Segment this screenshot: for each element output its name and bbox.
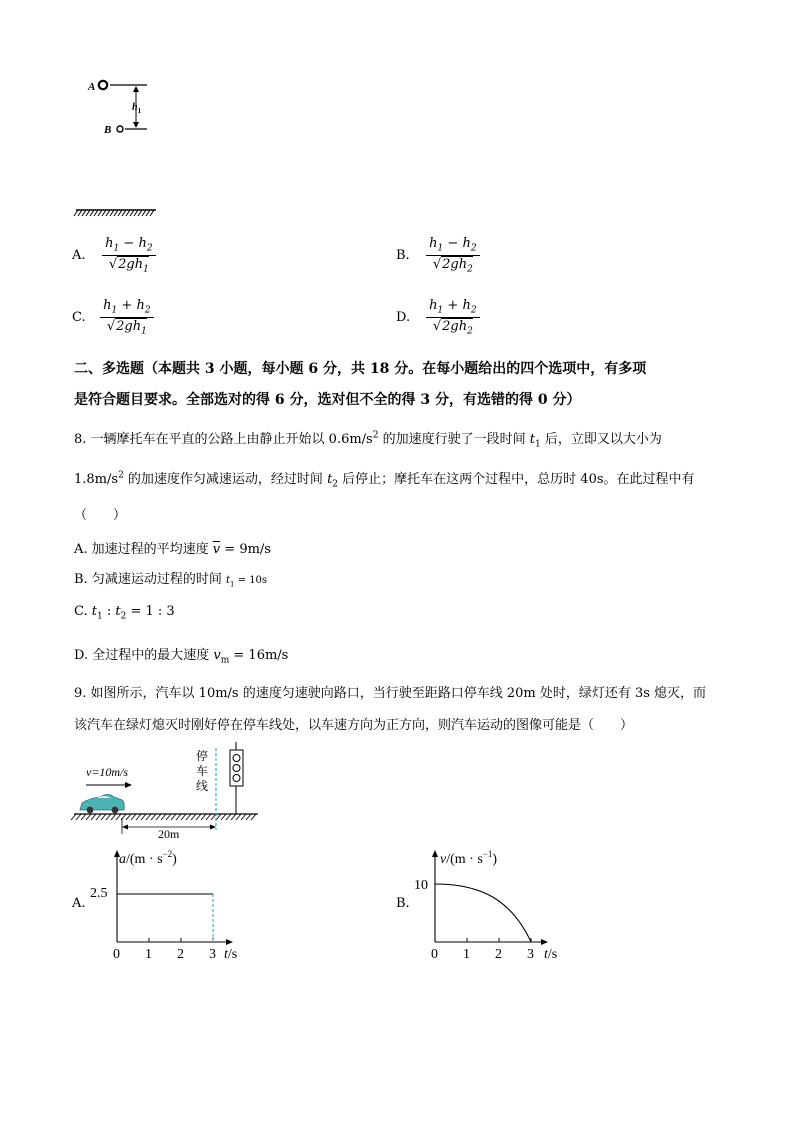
road-hatch-line — [221, 814, 226, 820]
road-hatch-line — [191, 814, 196, 820]
road-hatch-line — [136, 814, 141, 820]
hatch-line — [138, 210, 142, 216]
car-icon — [80, 795, 124, 814]
option-letter: C. — [72, 309, 86, 325]
road-hatch-line — [111, 814, 116, 820]
section2-heading-line2: 是符合题目要求。全部选对的得 6 分，选对但不全的得 3 分，有选错的得 0 分） — [74, 392, 581, 408]
stop-line-char-1: 停 — [196, 749, 209, 763]
road-hatch-line — [161, 814, 166, 820]
road-hatch-line — [81, 814, 86, 820]
road-hatch-line — [126, 814, 131, 820]
graph-a-x-arrow — [226, 939, 233, 945]
point-a-label: A — [88, 81, 96, 93]
velocity-label: v=10m/s — [86, 765, 129, 779]
q8-option-b[interactable]: B. 匀减速运动过程的时间 $t_1 = 10s$ — [74, 572, 268, 589]
hatch-line — [114, 210, 118, 216]
ground-hatch — [74, 210, 156, 216]
graph-a — [84, 840, 274, 970]
hatch-line — [98, 210, 102, 216]
graph-a-xlabel: t/s — [224, 947, 238, 962]
road-hatch-line — [86, 814, 91, 820]
q7-option-c[interactable] — [72, 298, 154, 336]
road-hatch-line — [116, 814, 121, 820]
road-hatch-line — [201, 814, 206, 820]
road-hatch-line — [76, 814, 81, 820]
graph-a-y-value: 2.5 — [90, 886, 108, 901]
hatch-line — [78, 210, 82, 216]
road-hatch-line — [211, 814, 216, 820]
graph-b-xtick-label: 3 — [527, 947, 534, 962]
point-b-label: B — [104, 124, 112, 136]
road-hatch-line — [166, 814, 171, 820]
stop-line-char-2: 车 — [196, 764, 209, 778]
hatch-line — [90, 210, 94, 216]
road-hatch-line — [151, 814, 156, 820]
hatch-line — [122, 210, 126, 216]
q9-stem-line2: 该汽车在绿灯熄灭时刚好停在停车线处，以车速方向为正方向，则汽车运动的图像可能是（ ） — [74, 718, 634, 733]
road-hatch-line — [206, 814, 211, 820]
road-hatch-line — [146, 814, 151, 820]
q8-stem-line2: $1.8m/s^2$ 的加速度作匀减速运动，经过时间 $t_2$ 后停止；摩托车在这两个过程中，总历时 40s。在此过程中有 — [74, 470, 695, 490]
option-letter: D. — [396, 309, 411, 325]
road-hatch-line — [131, 814, 136, 820]
road-hatch-line — [91, 814, 96, 820]
road-hatch-line — [241, 814, 246, 820]
road-hatch-line — [71, 814, 76, 820]
velocity-arrow — [86, 782, 132, 788]
point-a-marker — [99, 81, 147, 89]
q8-option-d[interactable]: D. 全过程中的最大速度 $v_m = 16m/s$ — [74, 648, 289, 666]
hatch-line — [86, 210, 90, 216]
height-label: $h_1$ — [132, 102, 142, 115]
graph-b-xtick-label: 1 — [463, 947, 470, 962]
road-hatch-line — [101, 814, 106, 820]
road-hatch-line — [106, 814, 111, 820]
graph-b — [404, 840, 594, 970]
option-letter: B. — [396, 247, 410, 263]
hatch-line — [134, 210, 138, 216]
v-bar: $\overline{v}$ — [212, 542, 221, 557]
graph-a-xtick-label: 3 — [209, 947, 216, 962]
q7-option-b[interactable] — [396, 236, 480, 274]
option-letter: A. — [72, 247, 86, 263]
q9-scene-figure — [70, 740, 270, 840]
graph-b-y-value: 10 — [414, 878, 428, 893]
hatch-line — [146, 210, 150, 216]
road-hatch-line — [176, 814, 181, 820]
graph-a-xtick-label: 2 — [177, 947, 184, 962]
traffic-light-icon — [230, 742, 243, 814]
road-hatch-line — [251, 814, 256, 820]
q7-option-a[interactable] — [72, 236, 156, 274]
q8-answer-blank: （ ） — [74, 508, 127, 523]
distance-label: 20m — [158, 827, 180, 840]
graph-b-series-curve — [435, 884, 531, 942]
fraction: $\frac{h_1 - h_2}{√2gh_1}$ — [102, 236, 155, 274]
graph-b-xlabel: t/s — [544, 947, 558, 962]
road-hatch-line — [96, 814, 101, 820]
q7-option-d[interactable] — [396, 298, 480, 336]
road-hatch-line — [186, 814, 191, 820]
road-hatch-line — [236, 814, 241, 820]
q8-option-a[interactable]: A. 加速过程的平均速度 $\overline{v} = 9m/s$ — [74, 542, 271, 557]
graph-b-ylabel: $v/(m \cdot s^{-1})$ — [440, 849, 498, 867]
hatch-line — [150, 210, 154, 216]
hatch-line — [74, 210, 78, 216]
hatch-line — [82, 210, 86, 216]
graph-b-xtick-label: 0 — [431, 947, 438, 962]
road-hatch-line — [171, 814, 176, 820]
q9-stem-line1: 9. 如图所示，汽车以 10m/s 的速度匀速驶向路口，当行驶至距路口停车线 20m 处时，绿灯还有 3s 熄灭，而 — [74, 686, 707, 701]
fraction: $\frac{h_1 + h_2}{√2gh_1}$ — [100, 298, 153, 336]
graph-a-xtick-label: 0 — [113, 947, 120, 962]
road — [71, 814, 258, 820]
hatch-line — [102, 210, 106, 216]
q8-stem-line1: 8. 一辆摩托车在平直的公路上由静止开始以 $0.6m/s^2$ 的加速度行驶了一段时间 $t_1$ 后，立即又以大小为 — [74, 430, 662, 450]
hatch-line — [106, 210, 110, 216]
hatch-line — [94, 210, 98, 216]
graph-b-xtick-label: 2 — [495, 947, 502, 962]
q7-figure — [70, 60, 170, 225]
graph-b-letter[interactable]: B. — [396, 896, 410, 911]
hatch-line — [118, 210, 122, 216]
graph-b-x-arrow — [541, 939, 548, 945]
hatch-line — [142, 210, 146, 216]
road-hatch-line — [246, 814, 251, 820]
graph-a-ylabel: $a/(m \cdot s^{-2})$ — [119, 849, 177, 867]
road-hatch-line — [156, 814, 161, 820]
hatch-line — [126, 210, 130, 216]
q8-option-c[interactable]: C. $t_1$ : $t_2 = 1$ : 3 — [74, 604, 175, 622]
road-hatch-line — [216, 814, 221, 820]
hatch-line — [130, 210, 134, 216]
road-hatch-line — [196, 814, 201, 820]
fraction: $\frac{h_1 - h_2}{√2gh_2}$ — [426, 236, 479, 274]
fraction: $\frac{h_1 + h_2}{√2gh_2}$ — [426, 298, 479, 336]
graph-b-y-arrow — [432, 850, 438, 857]
road-hatch-line — [141, 814, 146, 820]
point-b-marker — [117, 126, 147, 132]
road-hatch-line — [231, 814, 236, 820]
road-hatch-line — [181, 814, 186, 820]
stop-line-char-3: 线 — [196, 779, 209, 793]
hatch-line — [110, 210, 114, 216]
road-hatch-line — [226, 814, 231, 820]
graph-a-xtick-label: 1 — [145, 947, 152, 962]
graph-a-letter[interactable]: A. — [72, 896, 86, 911]
section2-heading-line1: 二、多选题（本题共 3 小题，每小题 6 分，共 18 分。在每小题给出的四个选项中，有多项 — [74, 361, 647, 377]
